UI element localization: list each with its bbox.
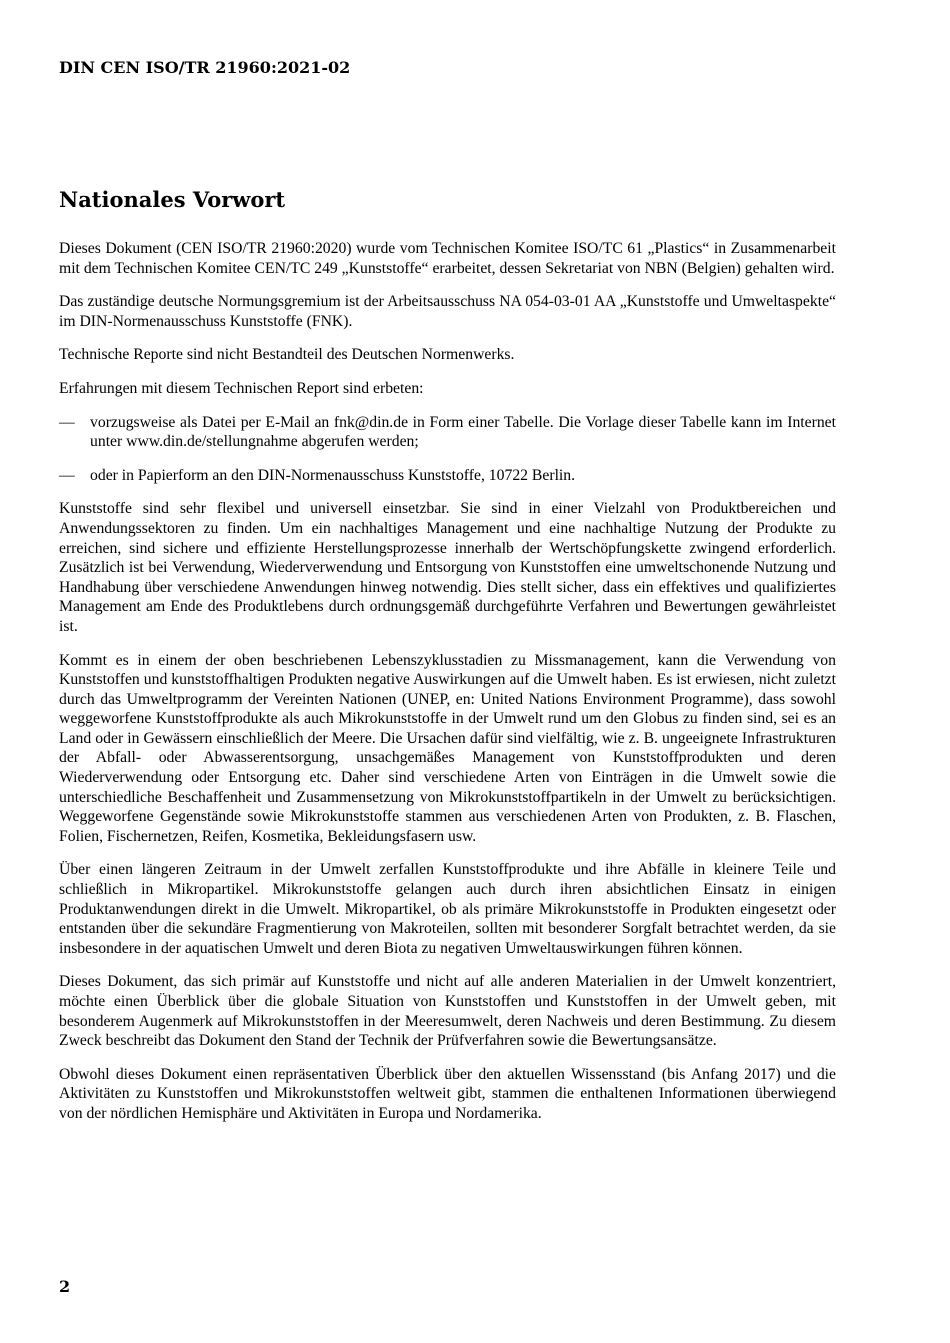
paragraph: Dieses Dokument (CEN ISO/TR 21960:2020) wurde vom Technischen Komitee ISO/TC 61 „Plastics“ in Zusammenarbeit mit dem Technischen Komitee CEN/TC 249 „Kunststoffe“ erarbeitet, dessen Sekretariat von NBN (Belgien) gehalten wird. bbox=[59, 240, 836, 277]
feedback-list bbox=[59, 413, 836, 486]
paragraph: Über einen längeren Zeitraum in der Umwelt zerfallen Kunststoffprodukte und ihre Abfälle in kleinere Teile und schließlich in Mikropartikel. Mikrokunststoffe gelangen auch durch ihren absichtlichen Einsatz in einigen Produktanwendungen direkt in die Umwelt. Mikropartikel, ob als primäre Mikrokunststoffe in Produkten eingesetzt oder entstanden über die sekundäre Fragmentierung von Makroteilen, sollten mit besonderer Sorgfalt betrachtet werden, da sie insbesondere in der aquatischen Umwelt und deren Biota zu negativen Umweltauswirkungen führen können. bbox=[59, 861, 836, 957]
section-body bbox=[59, 239, 836, 1138]
paragraph: Kommt es in einem der oben beschriebenen Lebenszyklusstadien zu Missmanagement, kann die Verwendung von Kunststoffen und kunststoffhaltigen Produkten negative Auswirkungen auf die Umwelt haben. Es ist erwiesen, nicht zuletzt durch das Umweltprogramm der Vereinten Nationen (UNEP, en: United Nations Environment Programme), dass sowohl weggeworfene Kunststoffprodukte als auch Mikrokunststoffe in der Umwelt rund um den Globus zu finden sind, sei es an Land oder in Gewässern einschließlich der Meere. Die Ursachen dafür sind vielfältig, wie z. B. ungeeignete Infrastrukturen der Abfall- oder Abwasserentsorgung, unsachgemäßes Management von Kunststoffprodukten und deren Wiederverwendung oder Entsorgung etc. Daher sind verschiedene Arten von Einträgen in die Umwelt sowie die unterschiedliche Beschaffenheit und Zusammensetzung von Mikrokunststoffpartikeln in der Umwelt zu berücksichtigen. Weggeworfene Gegenstände sowie Mikrokunststoffe stammen aus verschiedenen Arten von Produkten, z. B. Flaschen, Folien, Fischernetzen, Reifen, Kosmetika, Bekleidungsfasern usw. bbox=[59, 651, 836, 845]
paragraph: Kunststoffe sind sehr flexibel und universell einsetzbar. Sie sind in einer Vielzahl von Produktbereichen und Anwendungssektoren zu finden. Um ein nachhaltiges Management und eine nachhaltige Nutzung der Produkte zu erreichen, sind sichere und effiziente Herstellungsprozesse innerhalb der Wertschöpfungskette zwingend erforderlich. Zusätzlich ist bei Verwendung, Wiederverwendung und Entsorgung von Kunststoffen eine umweltschonende Nutzung und Handhabung über verschiedene Anwendungen hinweg notwendig. Dies stellt sicher, dass ein effektives und qualifiziertes Management am Ende des Produktlebens durch ordnungsgemäß durchgeführte Verfahren und Bewertungen gewährleistet ist. bbox=[59, 500, 836, 635]
paragraph: Obwohl dieses Dokument einen repräsentativen Überblick über den aktuellen Wissensstand (bis Anfang 2017) und die Aktivitäten zu Kunststoffen und Mikrokunststoffen weltweit gibt, stammen die enthaltenen Informationen überwiegend von der nördlichen Hemisphäre und Aktivitäten in Europa und Nordamerika. bbox=[59, 1065, 836, 1122]
dash-marker: — bbox=[59, 413, 75, 431]
list-item bbox=[59, 466, 836, 486]
dash-marker: — bbox=[59, 466, 75, 484]
paragraph: Erfahrungen mit diesem Technischen Report sind erbeten: bbox=[59, 379, 424, 397]
document-header-id: DIN CEN ISO/TR 21960:2021-02 bbox=[59, 58, 351, 77]
list-item bbox=[59, 413, 836, 452]
list-item-text: oder in Papierform an den DIN-Normenausschuss Kunststoffe, 10722 Berlin. bbox=[90, 466, 576, 484]
paragraph: Das zuständige deutsche Normungsgremium ist der Arbeitsausschuss NA 054-03-01 AA „Kunststoffe und Umweltaspekte“ im DIN-Normenausschuss Kunststoffe (FNK). bbox=[59, 293, 836, 330]
page-number: 2 bbox=[59, 1277, 71, 1296]
list-item-text: vorzugsweise als Datei per E-Mail an fnk@din.de in Form einer Tabelle. Die Vorlage dieser Tabelle kann im Internet unter www.din.de/stellungnahme abgerufen werden; bbox=[90, 413, 836, 451]
section-title: Nationales Vorwort bbox=[59, 187, 286, 212]
paragraph: Dieses Dokument, das sich primär auf Kunststoffe und nicht auf alle anderen Materialien in der Umwelt konzentriert, möchte einen Überblick über die globale Situation von Kunststoffen und Kunststoffen in der Umwelt geben, mit besonderem Augenmerk auf Mikrokunststoffen in der Meeresumwelt, deren Nachweis und deren Bestimmung. Zu diesem Zweck beschreibt das Dokument den Stand der Technik der Prüfverfahren sowie die Bewertungsansätze. bbox=[59, 973, 836, 1050]
paragraph: Technische Reporte sind nicht Bestandteil des Deutschen Normenwerks. bbox=[59, 346, 515, 364]
